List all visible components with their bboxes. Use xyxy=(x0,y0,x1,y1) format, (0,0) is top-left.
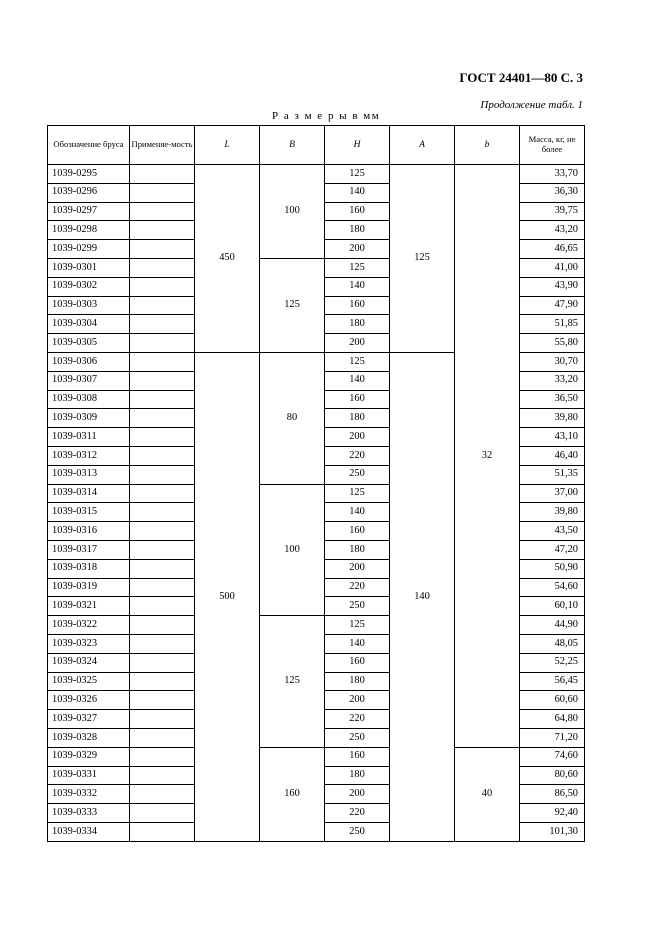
height-H-cell: 140 xyxy=(325,503,390,522)
applicability-cell xyxy=(130,559,195,578)
height-H-cell: 140 xyxy=(325,634,390,653)
table-body xyxy=(48,165,585,842)
length-L-cell: 450 xyxy=(195,165,260,353)
height-H-cell: 250 xyxy=(325,728,390,747)
applicability-cell xyxy=(130,728,195,747)
height-H-cell: 250 xyxy=(325,465,390,484)
designation-cell: 1039-0317 xyxy=(48,540,130,559)
mass-cell: 39,80 xyxy=(520,503,585,522)
mass-cell: 33,70 xyxy=(520,165,585,184)
applicability-cell xyxy=(130,503,195,522)
width-B-cell: 80 xyxy=(260,352,325,484)
mass-cell: 74,60 xyxy=(520,747,585,766)
designation-cell: 1039-0334 xyxy=(48,822,130,841)
mass-cell: 86,50 xyxy=(520,785,585,804)
applicability-cell xyxy=(130,183,195,202)
height-H-cell: 220 xyxy=(325,446,390,465)
mass-cell: 36,30 xyxy=(520,183,585,202)
mass-cell: 43,90 xyxy=(520,277,585,296)
designation-cell: 1039-0296 xyxy=(48,183,130,202)
height-H-cell: 180 xyxy=(325,221,390,240)
designation-cell: 1039-0311 xyxy=(48,428,130,447)
mass-cell: 56,45 xyxy=(520,672,585,691)
designation-cell: 1039-0319 xyxy=(48,578,130,597)
height-H-cell: 125 xyxy=(325,352,390,371)
designation-cell: 1039-0321 xyxy=(48,597,130,616)
height-H-cell: 160 xyxy=(325,653,390,672)
mass-cell: 48,05 xyxy=(520,634,585,653)
height-H-cell: 200 xyxy=(325,240,390,259)
mass-cell: 60,10 xyxy=(520,597,585,616)
designation-cell: 1039-0332 xyxy=(48,785,130,804)
designation-cell: 1039-0302 xyxy=(48,277,130,296)
applicability-cell xyxy=(130,240,195,259)
designation-cell: 1039-0333 xyxy=(48,804,130,823)
col-header-L: L xyxy=(195,126,260,165)
applicability-cell xyxy=(130,653,195,672)
designation-cell: 1039-0315 xyxy=(48,503,130,522)
mass-cell: 51,35 xyxy=(520,465,585,484)
height-H-cell: 180 xyxy=(325,315,390,334)
applicability-cell xyxy=(130,785,195,804)
applicability-cell xyxy=(130,409,195,428)
dimension-A-cell: 140 xyxy=(390,352,455,841)
designation-cell: 1039-0314 xyxy=(48,484,130,503)
col-header-designation: Обозначение бруса xyxy=(48,126,130,165)
applicability-cell xyxy=(130,202,195,221)
mass-cell: 101,30 xyxy=(520,822,585,841)
designation-cell: 1039-0303 xyxy=(48,296,130,315)
designation-cell: 1039-0312 xyxy=(48,446,130,465)
table-row xyxy=(48,747,585,766)
applicability-cell xyxy=(130,165,195,184)
dimensions-note: Р а з м е р ы в мм xyxy=(272,110,381,122)
designation-cell: 1039-0309 xyxy=(48,409,130,428)
designation-cell: 1039-0327 xyxy=(48,710,130,729)
height-H-cell: 125 xyxy=(325,616,390,635)
applicability-cell xyxy=(130,334,195,353)
col-header-B: B xyxy=(260,126,325,165)
applicability-cell xyxy=(130,484,195,503)
bars-table xyxy=(47,125,585,842)
designation-cell: 1039-0304 xyxy=(48,315,130,334)
height-H-cell: 160 xyxy=(325,202,390,221)
applicability-cell xyxy=(130,465,195,484)
applicability-cell xyxy=(130,258,195,277)
height-H-cell: 200 xyxy=(325,785,390,804)
mass-cell: 55,80 xyxy=(520,334,585,353)
designation-cell: 1039-0305 xyxy=(48,334,130,353)
width-B-cell: 160 xyxy=(260,747,325,841)
height-H-cell: 220 xyxy=(325,578,390,597)
mass-cell: 43,50 xyxy=(520,522,585,541)
length-L-cell: 500 xyxy=(195,352,260,841)
designation-cell: 1039-0328 xyxy=(48,728,130,747)
page-header: ГОСТ 24401—80 С. 3 xyxy=(459,70,583,85)
mass-cell: 51,85 xyxy=(520,315,585,334)
height-H-cell: 220 xyxy=(325,710,390,729)
designation-cell: 1039-0301 xyxy=(48,258,130,277)
dimension-b-cell: 40 xyxy=(455,747,520,841)
height-H-cell: 200 xyxy=(325,428,390,447)
width-B-cell: 125 xyxy=(260,258,325,352)
designation-cell: 1039-0318 xyxy=(48,559,130,578)
applicability-cell xyxy=(130,634,195,653)
dimension-b-cell: 32 xyxy=(455,165,520,748)
height-H-cell: 200 xyxy=(325,691,390,710)
mass-cell: 43,10 xyxy=(520,428,585,447)
mass-cell: 50,90 xyxy=(520,559,585,578)
designation-cell: 1039-0331 xyxy=(48,766,130,785)
applicability-cell xyxy=(130,822,195,841)
table-row xyxy=(48,165,585,184)
mass-cell: 37,00 xyxy=(520,484,585,503)
applicability-cell xyxy=(130,672,195,691)
mass-cell: 52,25 xyxy=(520,653,585,672)
height-H-cell: 160 xyxy=(325,296,390,315)
applicability-cell xyxy=(130,597,195,616)
designation-cell: 1039-0295 xyxy=(48,165,130,184)
mass-cell: 44,90 xyxy=(520,616,585,635)
designation-cell: 1039-0322 xyxy=(48,616,130,635)
col-header-b: b xyxy=(455,126,520,165)
mass-cell: 33,20 xyxy=(520,371,585,390)
height-H-cell: 180 xyxy=(325,766,390,785)
table-continuation-note: Продолжение табл. 1 xyxy=(480,99,583,111)
mass-cell: 54,60 xyxy=(520,578,585,597)
applicability-cell xyxy=(130,747,195,766)
applicability-cell xyxy=(130,352,195,371)
mass-cell: 46,40 xyxy=(520,446,585,465)
designation-cell: 1039-0308 xyxy=(48,390,130,409)
height-H-cell: 220 xyxy=(325,804,390,823)
designation-cell: 1039-0307 xyxy=(48,371,130,390)
mass-cell: 46,65 xyxy=(520,240,585,259)
width-B-cell: 125 xyxy=(260,616,325,748)
col-header-applicability: Применяе-мость xyxy=(130,126,195,165)
height-H-cell: 200 xyxy=(325,334,390,353)
applicability-cell xyxy=(130,691,195,710)
mass-cell: 47,20 xyxy=(520,540,585,559)
designation-cell: 1039-0323 xyxy=(48,634,130,653)
height-H-cell: 180 xyxy=(325,409,390,428)
applicability-cell xyxy=(130,766,195,785)
height-H-cell: 200 xyxy=(325,559,390,578)
height-H-cell: 160 xyxy=(325,390,390,409)
applicability-cell xyxy=(130,578,195,597)
height-H-cell: 140 xyxy=(325,277,390,296)
mass-cell: 41,00 xyxy=(520,258,585,277)
designation-cell: 1039-0297 xyxy=(48,202,130,221)
applicability-cell xyxy=(130,710,195,729)
mass-cell: 36,50 xyxy=(520,390,585,409)
mass-cell: 47,90 xyxy=(520,296,585,315)
applicability-cell xyxy=(130,315,195,334)
height-H-cell: 160 xyxy=(325,522,390,541)
designation-cell: 1039-0316 xyxy=(48,522,130,541)
height-H-cell: 140 xyxy=(325,183,390,202)
mass-cell: 64,80 xyxy=(520,710,585,729)
height-H-cell: 180 xyxy=(325,672,390,691)
table-header-row xyxy=(48,126,585,165)
applicability-cell xyxy=(130,277,195,296)
applicability-cell xyxy=(130,390,195,409)
applicability-cell xyxy=(130,296,195,315)
width-B-cell: 100 xyxy=(260,165,325,259)
height-H-cell: 180 xyxy=(325,540,390,559)
mass-cell: 80,60 xyxy=(520,766,585,785)
applicability-cell xyxy=(130,428,195,447)
mass-cell: 60,60 xyxy=(520,691,585,710)
designation-cell: 1039-0326 xyxy=(48,691,130,710)
mass-cell: 39,80 xyxy=(520,409,585,428)
applicability-cell xyxy=(130,804,195,823)
applicability-cell xyxy=(130,522,195,541)
height-H-cell: 250 xyxy=(325,822,390,841)
designation-cell: 1039-0306 xyxy=(48,352,130,371)
height-H-cell: 140 xyxy=(325,371,390,390)
width-B-cell: 100 xyxy=(260,484,325,616)
mass-cell: 39,75 xyxy=(520,202,585,221)
designation-cell: 1039-0313 xyxy=(48,465,130,484)
height-H-cell: 125 xyxy=(325,484,390,503)
designation-cell: 1039-0329 xyxy=(48,747,130,766)
applicability-cell xyxy=(130,371,195,390)
col-header-A: A xyxy=(390,126,455,165)
designation-cell: 1039-0299 xyxy=(48,240,130,259)
dimension-A-cell: 125 xyxy=(390,165,455,353)
mass-cell: 71,20 xyxy=(520,728,585,747)
designation-cell: 1039-0298 xyxy=(48,221,130,240)
mass-cell: 43,20 xyxy=(520,221,585,240)
designation-cell: 1039-0324 xyxy=(48,653,130,672)
height-H-cell: 125 xyxy=(325,165,390,184)
mass-cell: 30,70 xyxy=(520,352,585,371)
applicability-cell xyxy=(130,446,195,465)
height-H-cell: 160 xyxy=(325,747,390,766)
applicability-cell xyxy=(130,616,195,635)
applicability-cell xyxy=(130,540,195,559)
height-H-cell: 250 xyxy=(325,597,390,616)
mass-cell: 92,40 xyxy=(520,804,585,823)
height-H-cell: 125 xyxy=(325,258,390,277)
applicability-cell xyxy=(130,221,195,240)
col-header-H: H xyxy=(325,126,390,165)
col-header-mass: Масса, кг, не более xyxy=(520,126,585,165)
designation-cell: 1039-0325 xyxy=(48,672,130,691)
